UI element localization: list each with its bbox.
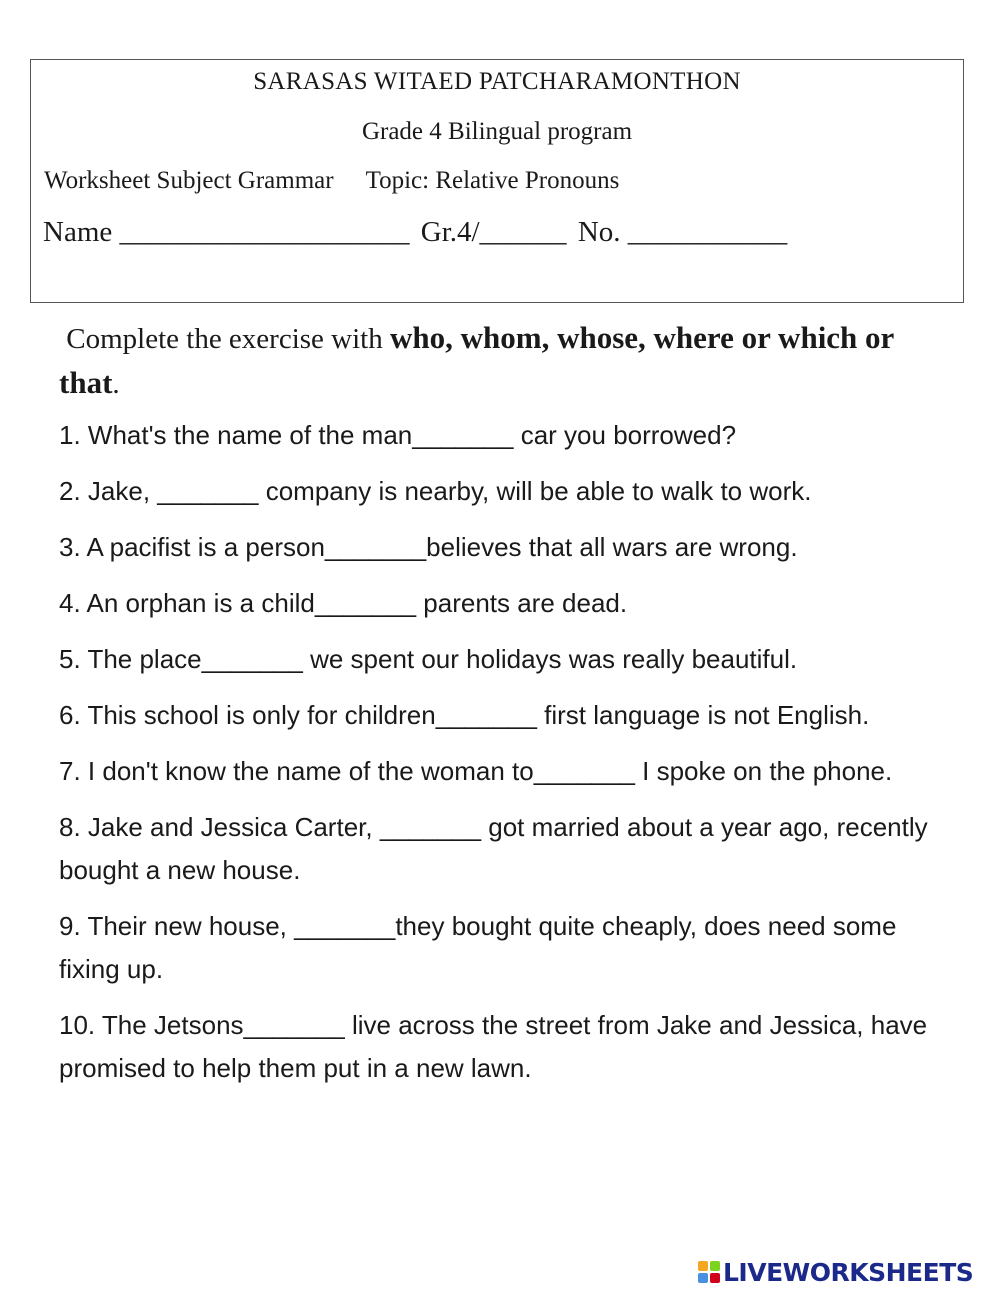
topic-label: Topic: Relative Pronouns [365,167,620,194]
class-field[interactable]: Gr.4/______ [420,216,567,248]
question-2: 2. Jake, _______ company is nearby, will be able to walk to work. [59,476,812,506]
logo-square-4 [710,1273,720,1283]
question-7: 7. I don't know the name of the woman to_______ I spoke on the phone. [59,756,893,786]
logo-square-2 [710,1261,720,1271]
question-6: 6. This school is only for children_______ first language is not English. [59,700,870,730]
question-1: 1. What's the name of the man_______ car you borrowed? [59,420,737,450]
instructions-prefix: Complete the exercise with [66,323,390,355]
grade-program: Grade 4 Bilingual program [361,118,633,145]
logo-text: LIVEWORKSHEETS [723,1257,974,1287]
instructions [59,316,939,406]
worksheet-header [30,59,964,303]
subject-topic-line [44,167,619,195]
question-3: 3. A pacifist is a person_______believes that all wars are wrong. [59,532,798,562]
school-name: SARASAS WITAED PATCHARAMONTHON [253,68,741,95]
number-field[interactable]: No. ___________ [577,216,788,248]
liveworksheets-logo [698,1257,973,1287]
student-info-line [43,216,791,249]
liveworksheets-icon [698,1261,720,1283]
question-9: 9. Their new house, _______they bought quite cheaply, does need some fixing up. [59,911,897,984]
subject-label: Worksheet Subject Grammar [44,167,334,194]
name-field[interactable]: Name ____________________ [43,216,410,248]
question-4: 4. An orphan is a child_______ parents are dead. [59,588,628,618]
instructions-options: who, whom, whose, where or which or that [59,320,894,400]
question-list [59,414,939,1090]
logo-square-1 [698,1261,708,1271]
instructions-suffix: . [112,368,120,400]
logo-square-3 [698,1273,708,1283]
question-8: 8. Jake and Jessica Carter, _______ got married about a year ago, recently bought a new house. [59,812,928,885]
question-5: 5. The place_______ we spent our holidays was really beautiful. [59,644,798,674]
question-10: 10. The Jetsons_______ live across the street from Jake and Jessica, have promised to help them put in a new lawn. [59,1010,928,1083]
